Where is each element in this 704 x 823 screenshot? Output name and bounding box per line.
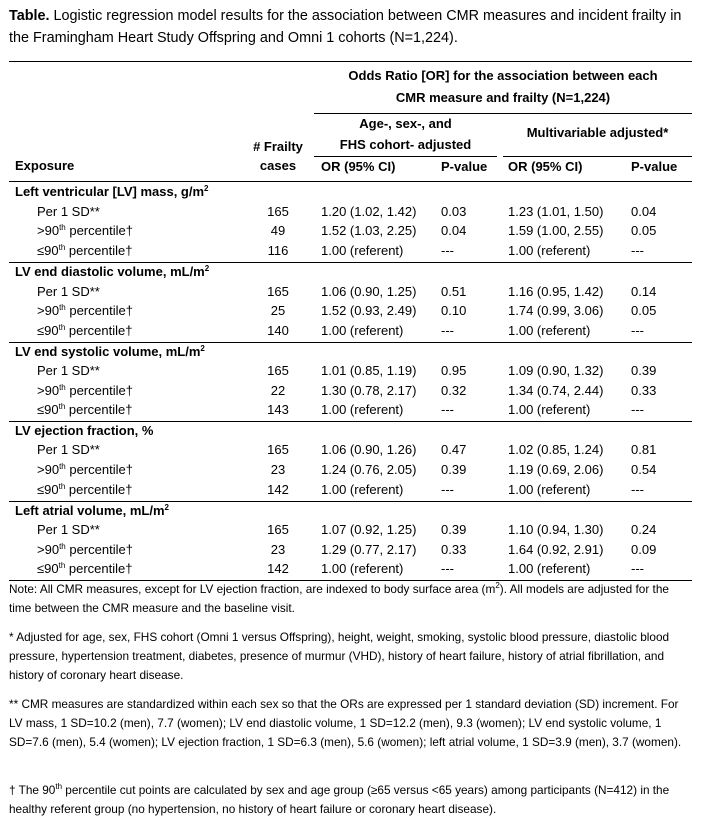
or-multivariable: 1.16 (0.95, 1.42): [508, 284, 604, 299]
row-label: ≤90th percentile†: [37, 482, 133, 497]
frailty-header-line2: cases: [259, 158, 297, 173]
p-age-sex: 0.32: [441, 383, 467, 398]
frailty-cases: 23: [270, 542, 286, 557]
row-label: ≤90th percentile†: [37, 243, 133, 258]
frailty-cases: 25: [270, 303, 286, 318]
p-multivariable: 0.14: [631, 284, 657, 299]
group-title-rule: [314, 113, 692, 114]
or-age-sex: 1.52 (1.03, 2.25): [321, 223, 417, 238]
p-multivariable: ---: [631, 243, 644, 258]
or2-header: OR (95% CI): [508, 159, 583, 174]
caption-text: Logistic regression model results for the association between CMR measures and incident frailty in the Framingham Heart Study Offspring and Omni 1 cohorts (N=1,224).: [9, 8, 682, 46]
or-age-sex: 1.30 (0.78, 2.17): [321, 383, 417, 398]
frailty-cases: 165: [267, 363, 289, 378]
or-multivariable: 1.00 (referent): [508, 402, 591, 417]
p-multivariable: 0.81: [631, 442, 657, 457]
or-age-sex: 1.00 (referent): [321, 402, 404, 417]
row-label: ≤90th percentile†: [37, 561, 133, 576]
or-multivariable: 1.19 (0.69, 2.06): [508, 462, 604, 477]
section-title: Left ventricular [LV] mass, $g/m^2$: [15, 184, 209, 199]
frailty-cases: 49: [270, 223, 286, 238]
frailty-cases: 142: [267, 482, 289, 497]
or-multivariable: 1.00 (referent): [508, 243, 591, 258]
or-age-sex: 1.00 (referent): [321, 323, 404, 338]
p1-header: P-value: [441, 159, 488, 174]
p-age-sex: ---: [441, 243, 454, 258]
or-age-sex: 1.06 (0.90, 1.26): [321, 442, 417, 457]
p-multivariable: ---: [631, 323, 644, 338]
row-label: ≤90th percentile†: [37, 323, 133, 338]
p-age-sex: 0.39: [441, 462, 467, 477]
footnote-general: Note: All CMR measures, except for LV ejection fraction, are indexed to body surface area $(m^2)$. All models are adjusted for the time between the CMR measure and the baseline visit.: [9, 581, 669, 615]
multivariable-header: Multivariable adjusted*: [526, 125, 669, 140]
p-multivariable: 0.09: [631, 542, 657, 557]
frailty-cases: 165: [267, 284, 289, 299]
or-age-sex: 1.06 (0.90, 1.25): [321, 284, 417, 299]
p-age-sex: 0.33: [441, 542, 467, 557]
p-age-sex: ---: [441, 482, 454, 497]
age-sex-header-line2: FHS cohort- adjusted: [339, 137, 472, 152]
p-multivariable: 0.04: [631, 204, 657, 219]
row-label: Per 1 SD**: [37, 284, 100, 299]
or-age-sex: 1.07 (0.92, 1.25): [321, 522, 417, 537]
p-age-sex: ---: [441, 323, 454, 338]
or1-header: OR (95% CI): [321, 159, 396, 174]
row-label: Per 1 SD**: [37, 204, 100, 219]
header-bottom-rule: [9, 181, 692, 182]
frailty-cases: 142: [267, 561, 289, 576]
section-title: Left atrial volume, $mL/m^2$: [15, 503, 169, 518]
frailty-cases: 140: [267, 323, 289, 338]
p-age-sex: 0.95: [441, 363, 467, 378]
footnote-percentile: † The 90th percentile cut points are calculated by sex and age group (≥65 versus <65 years) among participants (N=412) in the healthy referent group (no hypertension, no history of heart failure or coronary heart disease).: [9, 782, 670, 816]
p-age-sex: ---: [441, 561, 454, 576]
or-age-sex: 1.24 (0.76, 2.05): [321, 462, 417, 477]
or-age-sex: 1.00 (referent): [321, 243, 404, 258]
or-multivariable: 1.23 (1.01, 1.50): [508, 204, 604, 219]
group-title-line1: Odds Ratio [OR] for the association between each: [348, 68, 658, 83]
or-age-sex: 1.20 (1.02, 1.42): [321, 204, 417, 219]
section-title: LV end systolic volume, $mL/m^2$: [15, 344, 205, 359]
or-multivariable: 1.00 (referent): [508, 323, 591, 338]
row-label: Per 1 SD**: [37, 363, 100, 378]
row-label: >90th percentile†: [37, 303, 133, 318]
age-sex-rule: [314, 156, 497, 157]
or-multivariable: 1.10 (0.94, 1.30): [508, 522, 604, 537]
p-multivariable: 0.05: [631, 223, 657, 238]
or-age-sex: 1.00 (referent): [321, 561, 404, 576]
p-multivariable: ---: [631, 482, 644, 497]
caption-label: Table.: [9, 8, 50, 24]
group-title-line2: CMR measure and frailty (N=1,224): [395, 90, 611, 105]
p-age-sex: 0.39: [441, 522, 467, 537]
row-label: >90th percentile†: [37, 223, 133, 238]
row-label: >90th percentile†: [37, 462, 133, 477]
table-caption: [9, 5, 699, 49]
table-top-rule: [9, 61, 692, 62]
or-age-sex: 1.29 (0.77, 2.17): [321, 542, 417, 557]
p-age-sex: 0.51: [441, 284, 467, 299]
p-multivariable: 0.39: [631, 363, 657, 378]
exposure-header: Exposure: [15, 158, 75, 173]
p-multivariable: ---: [631, 402, 644, 417]
frailty-cases: 116: [267, 243, 289, 258]
frailty-cases: 23: [270, 462, 286, 477]
age-sex-header-line1: Age-, sex-, and: [359, 116, 452, 131]
p-multivariable: 0.33: [631, 383, 657, 398]
multivariable-rule: [503, 156, 692, 157]
row-label: Per 1 SD**: [37, 522, 100, 537]
or-multivariable: 1.00 (referent): [508, 482, 591, 497]
or-multivariable: 1.74 (0.99, 3.06): [508, 303, 604, 318]
p-multivariable: ---: [631, 561, 644, 576]
frailty-cases: 165: [267, 204, 289, 219]
frailty-cases: 143: [267, 402, 289, 417]
or-multivariable: 1.34 (0.74, 2.44): [508, 383, 604, 398]
row-label: ≤90th percentile†: [37, 402, 133, 417]
footnote-standardization: ** CMR measures are standardized within each sex so that the ORs are expressed per 1 standard deviation (SD) increment. For LV mass, 1 SD=10.2 (men), 7.7 (women); LV end diastolic volume, 1 SD=12.2 (men), 9.3 (women); LV end systolic volume, 1 SD=7.6 (men), 5.4 (women); LV ejection fraction, 1 SD=6.3 (men), 5.6 (women); left atrial volume, 1 SD=3.9 (men), 3.7 (women).: [9, 697, 682, 749]
p-age-sex: 0.04: [441, 223, 467, 238]
or-age-sex: 1.52 (0.93, 2.49): [321, 303, 417, 318]
p-multivariable: 0.24: [631, 522, 657, 537]
p-age-sex: 0.10: [441, 303, 467, 318]
or-age-sex: 1.00 (referent): [321, 482, 404, 497]
frailty-header-line1: # Frailty: [253, 139, 303, 154]
row-label: Per 1 SD**: [37, 442, 100, 457]
row-label: >90th percentile†: [37, 383, 133, 398]
p-age-sex: 0.47: [441, 442, 467, 457]
p-multivariable: 0.05: [631, 303, 657, 318]
or-age-sex: 1.01 (0.85, 1.19): [321, 363, 417, 378]
footnote-multivariable: * Adjusted for age, sex, FHS cohort (Omni 1 versus Offspring), height, weight, smoking, systolic blood pressure, diastolic blood pressure, hypertension treatment, diabetes, presence of murmur (VHD), history of heart failure, history of atrial fibrillation, and history of coronary heart disease.: [9, 630, 670, 682]
section-title: LV end diastolic volume, $mL/m^2$: [15, 264, 210, 279]
frailty-cases: 22: [270, 383, 286, 398]
or-multivariable: 1.02 (0.85, 1.24): [508, 442, 604, 457]
p-multivariable: 0.54: [631, 462, 657, 477]
frailty-cases: 165: [267, 442, 289, 457]
or-multivariable: 1.09 (0.90, 1.32): [508, 363, 604, 378]
or-multivariable: 1.64 (0.92, 2.91): [508, 542, 604, 557]
or-multivariable: 1.00 (referent): [508, 561, 591, 576]
section-title: LV ejection fraction, %: [15, 423, 154, 438]
row-label: >90th percentile†: [37, 542, 133, 557]
p-age-sex: 0.03: [441, 204, 467, 219]
p2-header: P-value: [631, 159, 678, 174]
frailty-cases: 165: [267, 522, 289, 537]
or-multivariable: 1.59 (1.00, 2.55): [508, 223, 604, 238]
p-age-sex: ---: [441, 402, 454, 417]
